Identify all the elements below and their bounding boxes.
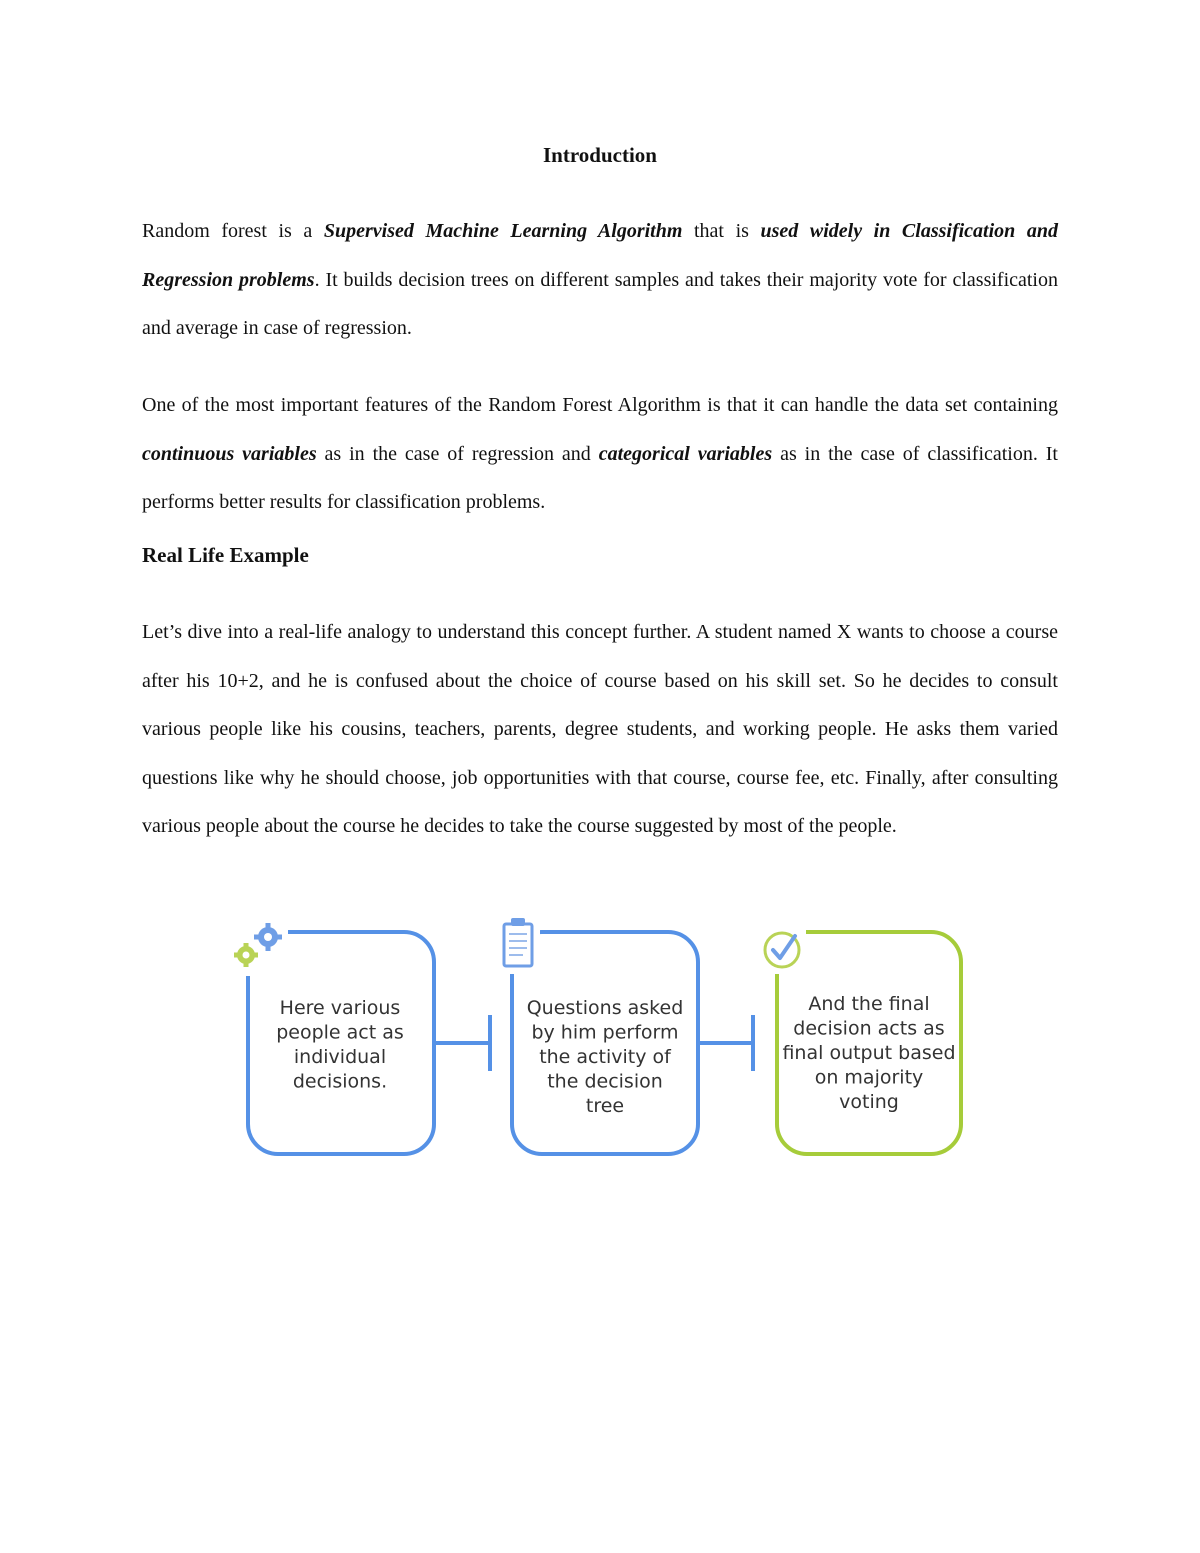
text-run: . It builds decision trees on different samples and takes their majority vote for classification and average in case of regression. — [142, 268, 1058, 339]
gears-icon — [228, 918, 288, 976]
emphasis-text: used widely in Classification and Regression problems — [142, 220, 1058, 291]
page-title: Introduction — [543, 143, 657, 167]
box-text-line: And the final — [808, 993, 930, 1015]
emphasis-text: continuous variables — [142, 442, 317, 465]
intro-paragraph — [142, 207, 1058, 353]
checkmark-icon — [758, 918, 806, 974]
box-text-line: people act as — [276, 1021, 404, 1044]
text-run: that is — [682, 220, 761, 242]
example-paragraph: Let’s dive into a real-life analogy to understand this concept further. A student named X wants to choose a course after his 10+2, and he is confused about the choice of course based on his skill set. So he decides to consult various people like his cousins, teachers, parents, degree students, and working people. He asks them varied questions like why he should choose, job opportunities with that course, course fee, etc. Finally, after consulting various people about the course he decides to take the course suggested by most of the people. — [142, 621, 1058, 837]
box-text-line: individual — [293, 1046, 387, 1068]
clipboard-icon — [496, 914, 540, 974]
box-text-line: the decision — [547, 1070, 663, 1093]
diagram-box-2 — [512, 932, 698, 1154]
text-run: One of the most important features of the Random Forest Algorithm is that it can handle the data set containing — [142, 394, 1058, 416]
box-text-line: by him perform — [531, 1021, 679, 1044]
box-text-line: decisions. — [292, 1070, 388, 1093]
text-run: as in the case of regression and — [316, 442, 599, 465]
box-3-text — [782, 993, 955, 1113]
emphasis-text: categorical variables — [598, 442, 773, 465]
box-1-text — [276, 997, 404, 1093]
text-run: as in the case of classification. It performs better results for classification problems. — [142, 442, 1058, 513]
box-text-line: Questions asked — [526, 997, 684, 1019]
features-paragraph — [142, 381, 1058, 527]
diagram-box-1 — [248, 932, 434, 1154]
box-text-line: final output based — [782, 1042, 956, 1064]
box-2-text — [527, 997, 684, 1117]
diagram-box-3 — [777, 932, 961, 1154]
box-text-line: tree — [585, 1095, 625, 1117]
box-text-line: decision acts as — [793, 1017, 945, 1040]
section-heading: Real Life Example — [142, 543, 309, 567]
box-text-line: the activity of — [539, 1046, 671, 1068]
connector-2 — [698, 1015, 753, 1071]
box-text-line: on majority — [814, 1066, 924, 1089]
box-text-line: Here various — [279, 997, 401, 1019]
connector-1 — [434, 1015, 490, 1071]
text-run: Random forest is a — [142, 220, 324, 242]
emphasis-text: Supervised Machine Learning Algorithm — [323, 220, 683, 242]
box-text-line: voting — [839, 1091, 899, 1113]
